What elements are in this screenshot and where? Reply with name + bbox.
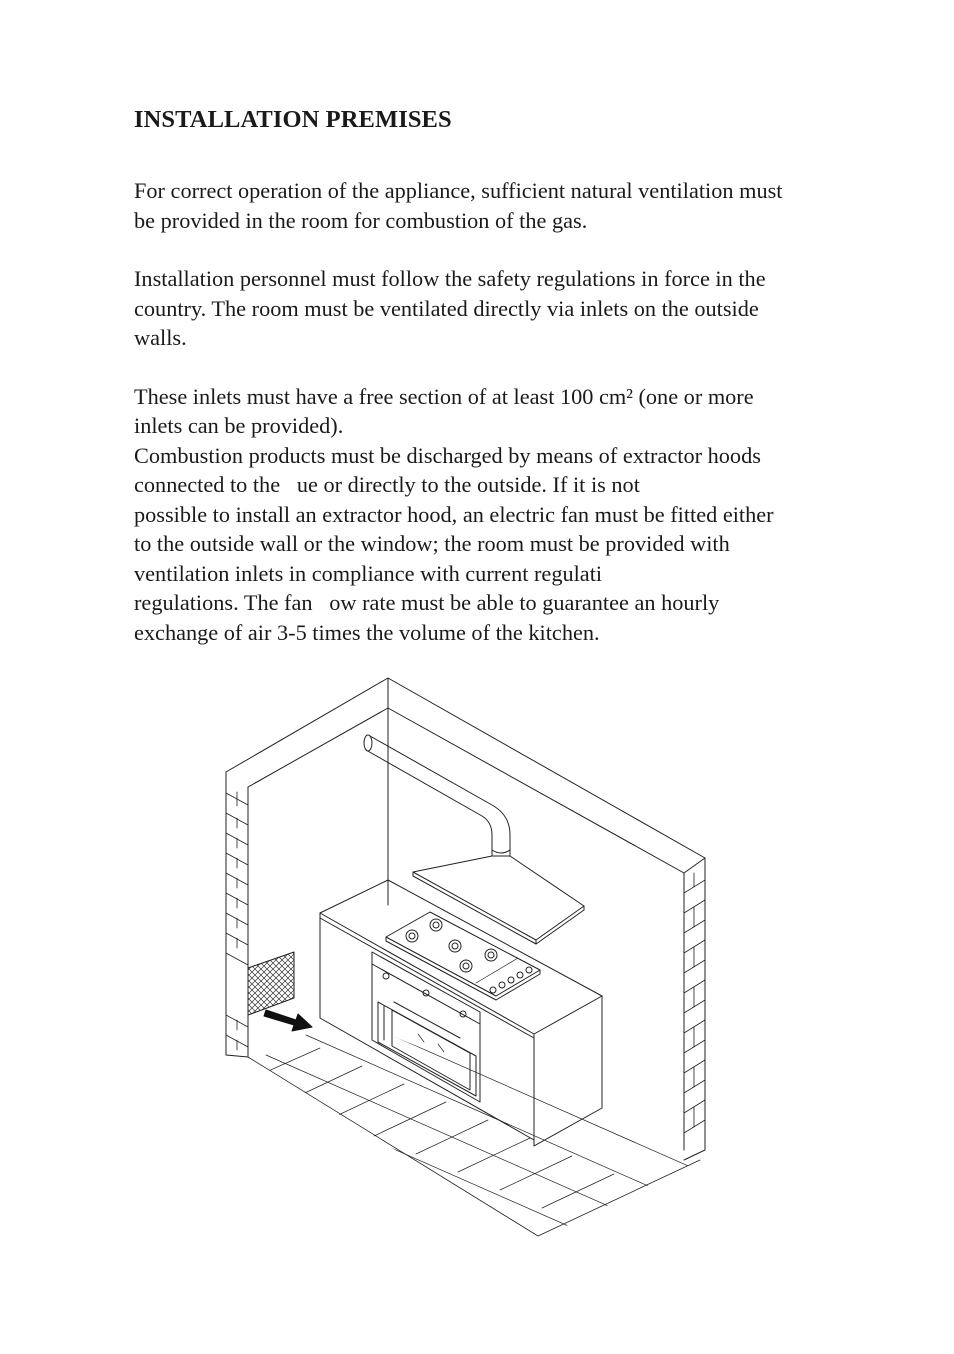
- paragraph-line: Installation personnel must follow the safety regulations in force in the: [134, 266, 766, 291]
- vent-grille: [248, 952, 294, 1015]
- paragraph-line: connected to the ue or directly to the outside. If it is not: [134, 472, 640, 497]
- paragraph-line: For correct operation of the appliance, sufficient natural ventilation must: [134, 178, 783, 203]
- paragraph-line: walls.: [134, 325, 187, 350]
- paragraph-line: exchange of air 3-5 times the volume of the kitchen.: [134, 619, 600, 645]
- paragraph-line: possible to install an extractor hood, an electric fan must be fitted either: [134, 501, 774, 527]
- paragraph-line: Combustion products must be discharged by means of extractor hoods: [134, 442, 761, 468]
- burner-icon: [406, 919, 497, 972]
- left-wall: [226, 772, 248, 1057]
- paragraph-line: to the outside wall or the window; the room must be provided with: [134, 531, 730, 556]
- oven: [372, 952, 480, 1102]
- section-heading: INSTALLATION PREMISES: [134, 106, 452, 133]
- paragraph-line: ventilation inlets in compliance with current regulati: [134, 560, 603, 586]
- hood-duct: [364, 735, 510, 856]
- airflow-arrow-icon: [264, 1010, 312, 1031]
- gas-hob: [386, 912, 540, 1000]
- paragraph-1: [134, 176, 854, 235]
- document-text: [134, 102, 854, 647]
- paragraph-3: [134, 382, 854, 648]
- paragraph-line: These inlets must have a free section of at least 100 cm² (one or more: [134, 383, 754, 409]
- paragraph-line: be provided in the room for combustion of the gas.: [134, 207, 588, 233]
- paragraph-line: regulations. The fan ow rate must be able to guarantee an hourly: [134, 590, 720, 615]
- paragraph-2: [134, 264, 854, 353]
- paragraph-line: inlets can be provided).: [134, 413, 344, 438]
- kitchen-installation-illustration: [215, 670, 715, 1245]
- paragraph-line: country. The room must be ventilated directly via inlets on the outside: [134, 295, 759, 321]
- floor-tiles: [226, 1015, 715, 1240]
